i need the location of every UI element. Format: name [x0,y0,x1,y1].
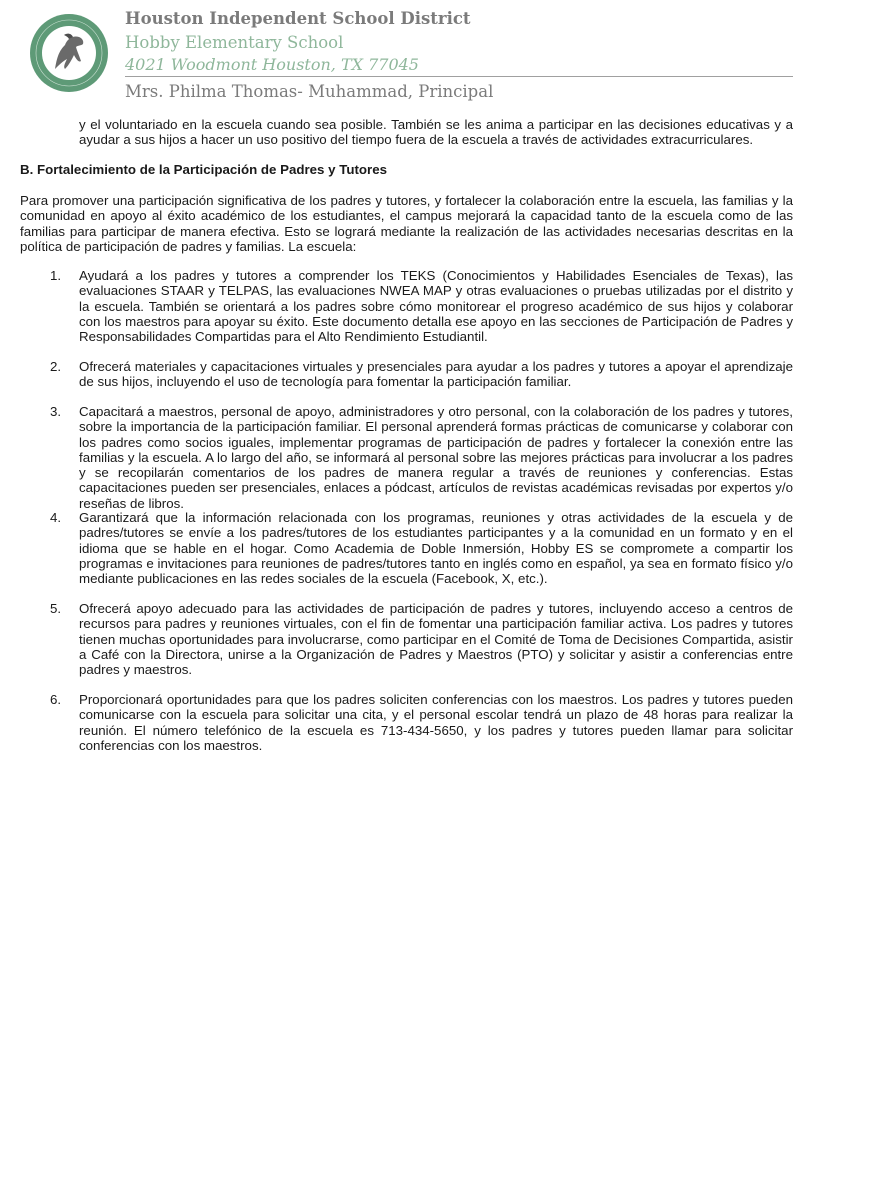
intro-paragraph: Para promover una participación significativa de los padres y tutores, y fortalecer la colaboración entre la escuela, las familias y la comunidad en apoyo al éxito académico de los estudiantes, el campus mejorará la capacidad tanto de la escuela como de las familias para participar de manera efectiva. Esto se logrará mediante la realización de las actividades necesarias descritas en la política de participación de padres y familias. La escuela: [20,193,793,254]
header-divider [125,76,793,77]
mustang-logo-icon [29,13,109,93]
continuation-paragraph: y el voluntariado en la escuela cuando sea posible. También se les anima a participar en las decisiones educativas y a ayudar a sus hijos a hacer un uso positivo del tiempo fuera de la escuela a través de actividades extracurriculares. [79,117,793,148]
list-text: Proporcionará oportunidades para que los padres soliciten conferencias con los maestros. Los padres y tutores pueden comunicarse con la escuela para solicitar una cita, y el personal escolar tendrá un plazo de 48 horas para realizar la reunión. El número telefónico de la escuela es 713-434-5650, y los padres y tutores pueden llamar para solicitar conferencias con los maestros. [79,692,793,753]
principal-name: Mrs. Philma Thomas- Muhammad, Principal [125,82,494,101]
list-number: 4. [50,510,62,525]
list-number: 6. [50,692,62,707]
school-logo [29,13,109,93]
list-number: 5. [50,601,62,616]
list-text: Ofrecerá apoyo adecuado para las actividades de participación de padres y tutores, incluyendo acceso a centros de recursos para padres y reuniones virtuales, con el fin de fomentar una participación familiar activa. Los padres y tutores tienen muchas oportunidades para involucrarse, como participar en el Comité de Toma de Decisiones Compartida, asistir a Café con la Directora, unirse a la Organización de Padres y Maestros (PTO) y solicitar y asistir a conferencias entre padres y maestros. [79,601,793,678]
list-number: 1. [50,268,62,283]
list-text: Capacitará a maestros, personal de apoyo, administradores y otro personal, con la colaboración de los padres y tutores, sobre la importancia de la participación familiar. El personal aprenderá formas prácticas de comunicarse y colaborar con los padres como socios iguales, implementar programas de participación de padres y fortalecer la conexión entre las familias y la escuela. A lo largo del año, se informará al personal sobre las mejores prácticas para involucrar a los padres y se recopilarán comentarios de los padres de manera regular a través de reuniones y conferencias. Estas capacitaciones pueden ser presenciales, enlaces a pódcast, artículos de revistas académicas revisadas por expertos y/o reseñas de libros. [79,404,793,511]
school-name: Hobby Elementary School [125,33,344,52]
list-number: 3. [50,404,62,419]
district-name: Houston Independent School District [125,9,471,28]
list-text: Garantizará que la información relacionada con los programas, reuniones y otras actividades de la escuela y de padres/tutores se envíe a los padres/tutores de los estudiantes participantes y a la comunidad en un formato y en el idioma que se hable en el hogar. Como Academia de Doble Inmersión, Hobby ES se compromete a compartir los programas e invitaciones para reuniones de padres/tutores tanto en inglés como en español, ya sea en formato físico y/o mediante publicaciones en las redes sociales de la escuela (Facebook, X, etc.). [79,510,793,587]
list-number: 2. [50,359,62,374]
list-text: Ofrecerá materiales y capacitaciones virtuales y presenciales para ayudar a los padres y tutores a apoyar el aprendizaje de sus hijos, incluyendo el uso de tecnología para fomentar la participación familiar. [79,359,793,390]
school-address: 4021 Woodmont Houston, TX 77045 [125,55,419,74]
list-text: Ayudará a los padres y tutores a comprender los TEKS (Conocimientos y Habilidades Esenciales de Texas), las evaluaciones STAAR y TELPAS, las evaluaciones NWEA MAP y otras evaluaciones o pruebas utilizadas por el distrito y la escuela. También se orientará a los padres sobre cómo monitorear el progreso académico de sus hijos y colaborar con los maestros para apoyar su éxito. Este documento detalla ese apoyo en las secciones de Participación de Padres y Responsabilidades Compartidas para el Alto Rendimiento Estudiantil. [79,268,793,345]
section-heading: B. Fortalecimiento de la Participación de Padres y Tutores [20,162,388,177]
